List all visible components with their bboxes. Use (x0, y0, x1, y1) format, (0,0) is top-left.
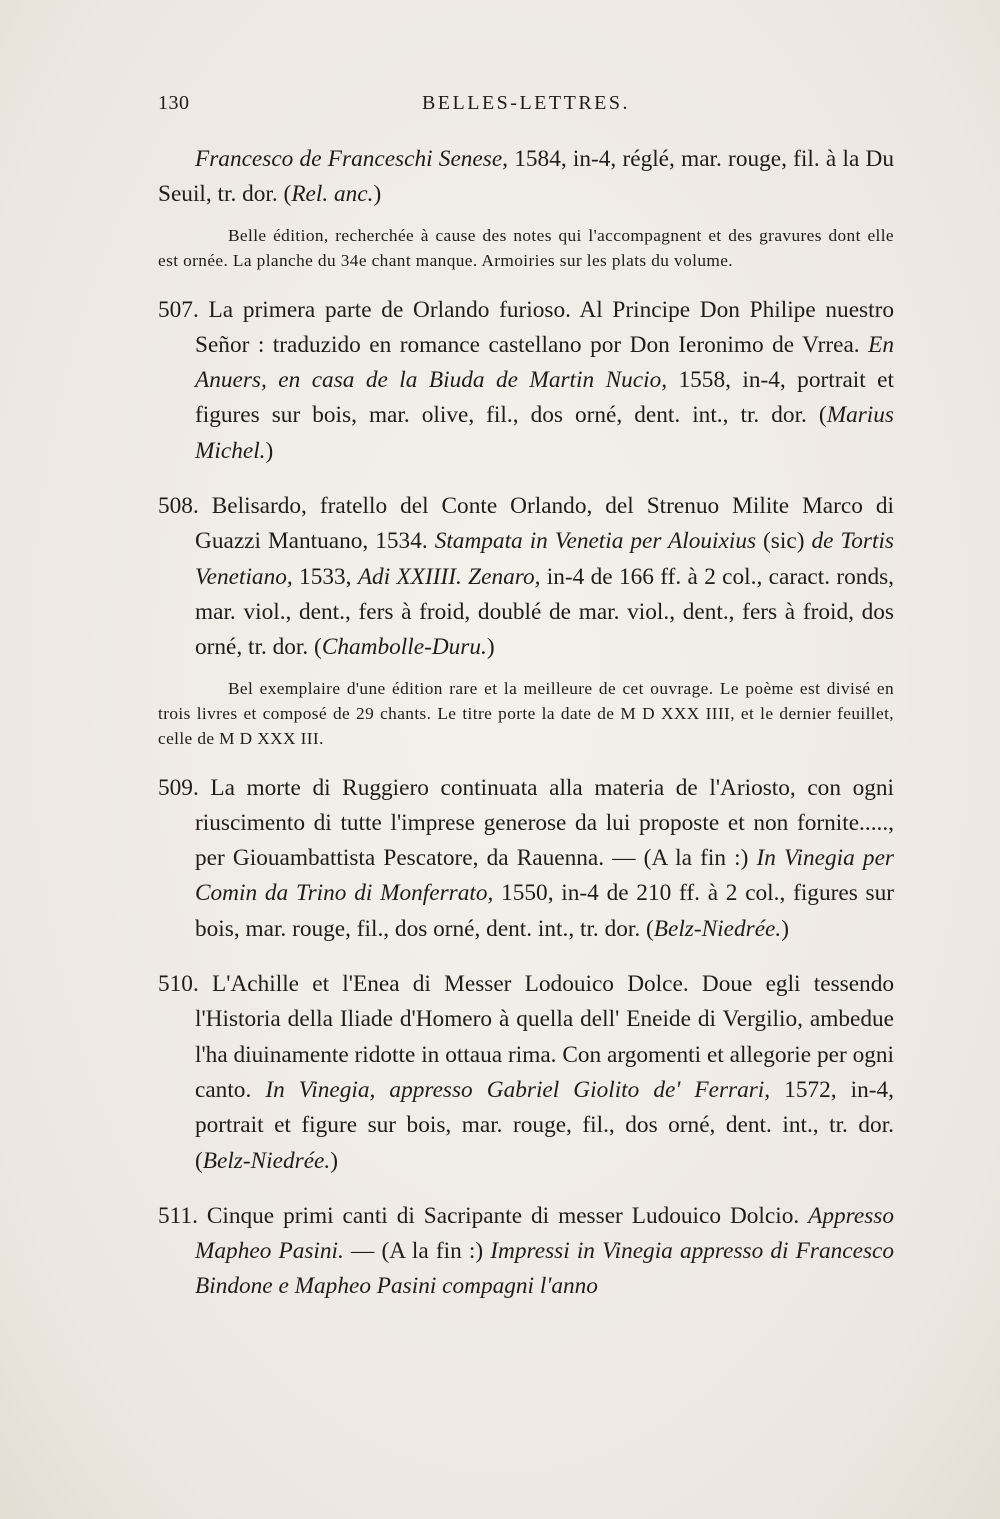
italic-run: In Vinegia, appresso Gabriel Giolito de' Ferrari, (265, 1076, 771, 1103)
italic-run: Impressi in Vinegia appresso di Francesco Bindone e Mapheo Pasini compagni l'anno (195, 1238, 895, 1300)
text-run: ) (781, 915, 789, 942)
text-run: 509. La morte di Ruggiero continuata alla materia de l'Ariosto, con ogni riuscimento di tutte l'imprese generose da lui proposte et non fornite....., per Giouambattista Pescatore, da Rauenna. — (A la fin :) (158, 774, 894, 872)
italic-run: Chambolle-Duru. (321, 634, 487, 661)
italic-run: Adi XXIIII. Zenaro, (357, 563, 541, 590)
running-title: BELLES-LETTRES. (421, 92, 631, 114)
text-run: ) (373, 181, 382, 208)
text-run: — (A la fin :) (343, 1238, 491, 1265)
italic-run: In Vinegia per Comin da Trino di Monferrato, (195, 845, 894, 907)
italic-run: Marius Michel. (195, 402, 894, 464)
italic-run: En Anuers, en casa de la Biuda de Martin Nucio, (195, 331, 894, 394)
italic-run: Rel. anc. (291, 181, 374, 208)
text-run: 508. Belisardo, fratello del Conte Orlando, del Strenuo Milite Marco di Guazzi Mantuano, 1534. (158, 493, 894, 555)
text-run: 1584, in-4, réglé, mar. rouge, fil. à la Du Seuil, tr. dor. ( (158, 146, 894, 208)
text-run: ) (330, 1147, 338, 1174)
page-number: 130 (158, 92, 190, 114)
note-506 (158, 223, 894, 273)
entry-509 (158, 771, 894, 947)
text-run: (sic) (756, 528, 812, 555)
italic-run: de Tortis Venetiano, (195, 528, 894, 590)
italic-run: Appresso Mapheo Pasini. (195, 1202, 894, 1265)
entry-511 (158, 1199, 894, 1305)
italic-run: Stampata in Venetia per Alouixius (434, 528, 757, 555)
entry-510 (158, 967, 894, 1179)
text-run: 1533, (292, 563, 358, 590)
page-body (158, 142, 894, 1305)
entry-508 (158, 489, 894, 665)
page-header (158, 92, 894, 126)
entry-507 (158, 293, 894, 469)
text-run: 507. La primera parte de Orlando furioso. Al Principe Don Philipe nuestro Señor : traduzido en romance castellano por Don Ieronimo de Vrrea. (158, 296, 894, 358)
text-run: 1572, in-4, portrait et figure sur bois, mar. rouge, fil., dos orné, dent. int., tr. dor. ( (195, 1076, 894, 1174)
italic-run: Belz-Niedrée. (653, 915, 782, 942)
text-run: 511. Cinque primi canti di Sacripante di messer Ludouico Dolcio. (158, 1202, 809, 1229)
text-run: in-4 de 166 ff. à 2 col., caract. ronds, mar. viol., dent., fers à froid, doublé de mar. viol., dent., fers à froid, dos orné, tr. dor. ( (195, 563, 894, 661)
italic-run: Belz-Niedrée. (202, 1147, 331, 1174)
text-run: 1550, in-4 de 210 ff. à 2 col., figures sur bois, mar. rouge, fil., dos orné, dent. int., tr. dor. ( (195, 880, 894, 942)
note-text: Belle édition, recherchée à cause des notes qui l'accompagnent et des gravures dont elle est ornée. La planche du 34e chant manque. Armoiries sur les plats du volume. (158, 225, 894, 270)
text-run: 510. L'Achille et l'Enea di Messer Lodouico Dolce. Doue egli tessendo l'Historia della Iliade d'Homero à quella dell' Eneide di Vergilio, ambedue l'ha diuinamente ridotte in ottaua rima. Con argomenti et allegorie per ogni canto. (158, 971, 894, 1103)
note-text: Bel exemplaire d'une édition rare et la meilleure de cet ouvrage. Le poème est divisé en trois livres et composé de 29 chants. Le titre porte la date de M D XXX IIII, et le dernier feuillet, celle de M D XXX III. (158, 678, 894, 748)
text-run: 1558, in-4, portrait et figures sur bois, mar. olive, fil., dos orné, dent. int., tr. dor. ( (195, 367, 894, 429)
entry-506-continuation (158, 142, 894, 213)
text-run: ) (265, 437, 274, 464)
note-508 (158, 676, 894, 751)
text-run: ) (486, 634, 495, 661)
italic-run: Francesco de Franceschi Senese, (195, 146, 509, 172)
